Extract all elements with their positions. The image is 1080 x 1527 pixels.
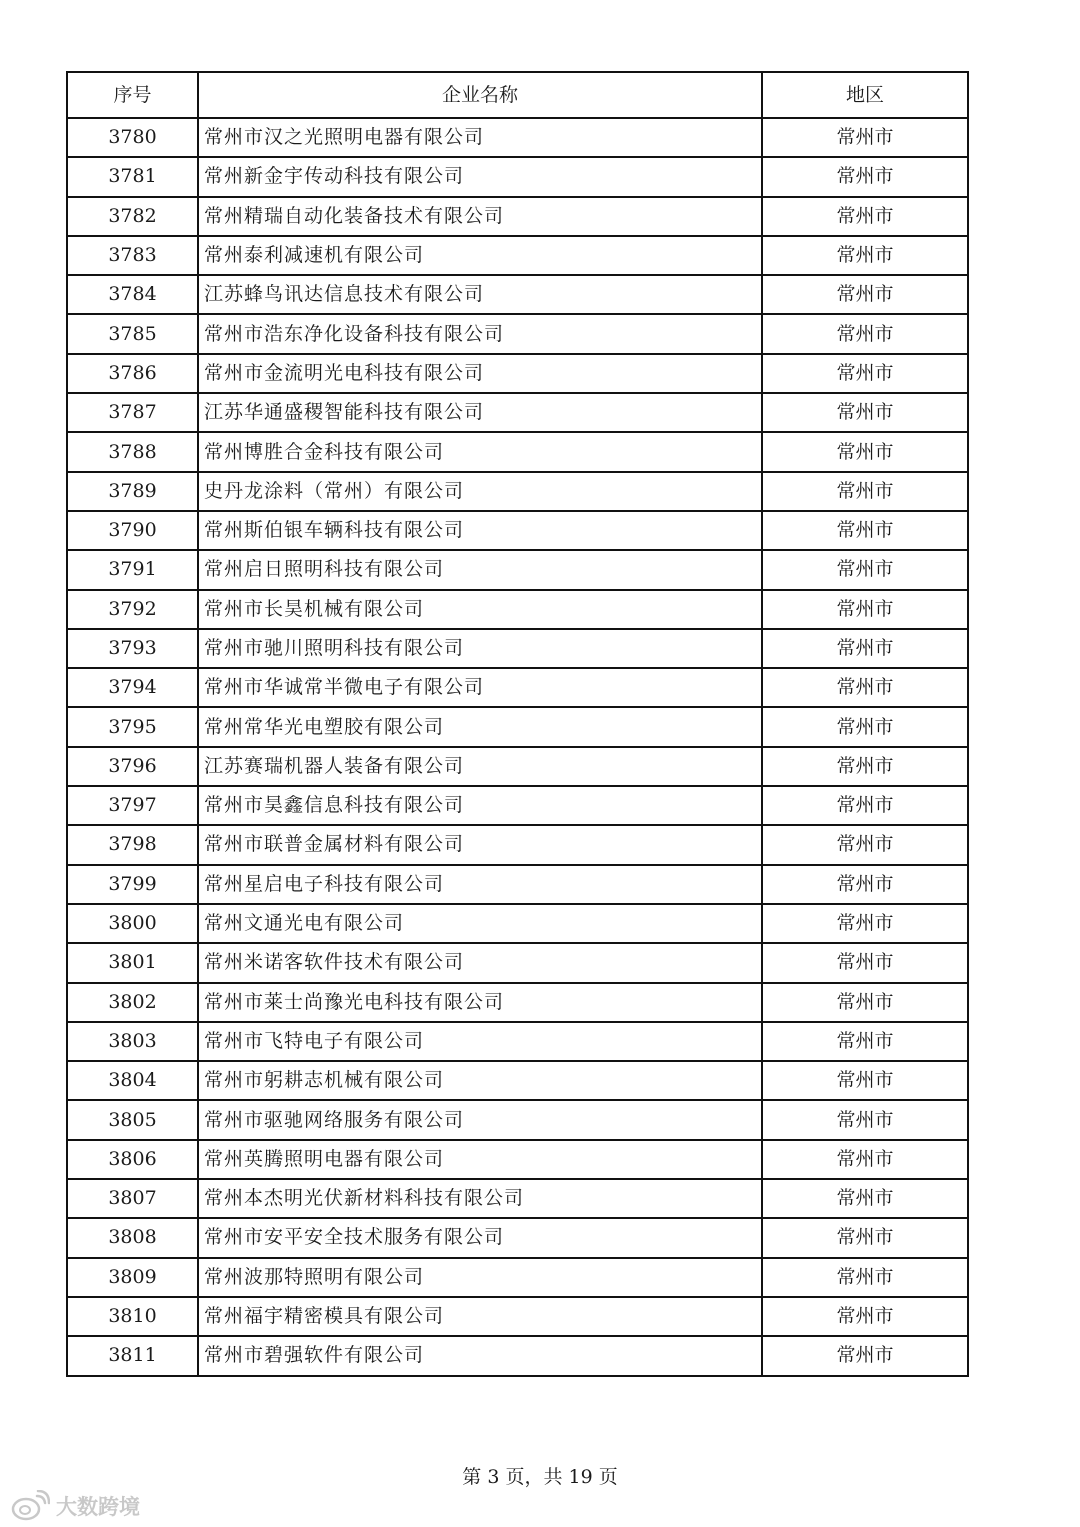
- table-row: [67, 118, 968, 157]
- table-header-row: [67, 72, 968, 118]
- row-serial-number: 3802: [67, 983, 198, 1022]
- row-company-name: 常州波那特照明有限公司: [198, 1258, 762, 1297]
- row-company-name: 常州市金流明光电科技有限公司: [198, 354, 762, 393]
- table-row: [67, 275, 968, 314]
- row-company-name: 常州市安平安全技术服务有限公司: [198, 1218, 762, 1257]
- header-company-name: 企业名称: [198, 72, 762, 118]
- row-serial-number: 3783: [67, 236, 198, 275]
- row-serial-number: 3794: [67, 668, 198, 707]
- company-table: [66, 71, 969, 1377]
- table-row: [67, 432, 968, 471]
- row-serial-number: 3788: [67, 432, 198, 471]
- row-serial-number: 3793: [67, 629, 198, 668]
- row-company-name: 常州市莱士尚豫光电科技有限公司: [198, 983, 762, 1022]
- table-row: [67, 1140, 968, 1179]
- row-serial-number: 3785: [67, 314, 198, 353]
- table-row: [67, 825, 968, 864]
- row-region: 常州市: [762, 472, 968, 511]
- weibo-logo-icon: [10, 1490, 50, 1522]
- header-serial-number: 序号: [67, 72, 198, 118]
- row-serial-number: 3808: [67, 1218, 198, 1257]
- table-row: [67, 197, 968, 236]
- table-row: [67, 1100, 968, 1139]
- row-region: 常州市: [762, 432, 968, 471]
- watermark: [10, 1490, 140, 1522]
- row-region: 常州市: [762, 786, 968, 825]
- table-row: [67, 590, 968, 629]
- table-row: [67, 236, 968, 275]
- row-region: 常州市: [762, 118, 968, 157]
- row-company-name: 常州市联普金属材料有限公司: [198, 825, 762, 864]
- row-company-name: 常州市飞特电子有限公司: [198, 1022, 762, 1061]
- row-company-name: 常州市汉之光照明电器有限公司: [198, 118, 762, 157]
- row-region: 常州市: [762, 511, 968, 550]
- row-serial-number: 3803: [67, 1022, 198, 1061]
- row-region: 常州市: [762, 825, 968, 864]
- row-serial-number: 3797: [67, 786, 198, 825]
- row-serial-number: 3792: [67, 590, 198, 629]
- row-company-name: 常州泰利减速机有限公司: [198, 236, 762, 275]
- row-region: 常州市: [762, 668, 968, 707]
- row-region: 常州市: [762, 197, 968, 236]
- table-row: [67, 1022, 968, 1061]
- header-region: 地区: [762, 72, 968, 118]
- row-company-name: 常州新金宇传动科技有限公司: [198, 157, 762, 196]
- watermark-text: 大数跨境: [56, 1495, 140, 1519]
- row-company-name: 常州市驰川照明科技有限公司: [198, 629, 762, 668]
- table-row: [67, 1336, 968, 1375]
- row-region: 常州市: [762, 393, 968, 432]
- row-serial-number: 3789: [67, 472, 198, 511]
- table-row: [67, 983, 968, 1022]
- row-company-name: 常州本杰明光伏新材料科技有限公司: [198, 1179, 762, 1218]
- row-serial-number: 3801: [67, 943, 198, 982]
- row-serial-number: 3784: [67, 275, 198, 314]
- row-region: 常州市: [762, 590, 968, 629]
- row-region: 常州市: [762, 314, 968, 353]
- row-region: 常州市: [762, 1061, 968, 1100]
- row-region: 常州市: [762, 747, 968, 786]
- row-serial-number: 3800: [67, 904, 198, 943]
- row-serial-number: 3782: [67, 197, 198, 236]
- row-serial-number: 3781: [67, 157, 198, 196]
- row-region: 常州市: [762, 1100, 968, 1139]
- row-serial-number: 3798: [67, 825, 198, 864]
- table-row: [67, 314, 968, 353]
- row-serial-number: 3799: [67, 865, 198, 904]
- table-row: [67, 511, 968, 550]
- table-row: [67, 1218, 968, 1257]
- row-company-name: 江苏蜂鸟讯达信息技术有限公司: [198, 275, 762, 314]
- row-serial-number: 3811: [67, 1336, 198, 1375]
- row-serial-number: 3780: [67, 118, 198, 157]
- table-row: [67, 865, 968, 904]
- row-region: 常州市: [762, 943, 968, 982]
- table-row: [67, 472, 968, 511]
- row-serial-number: 3809: [67, 1258, 198, 1297]
- row-company-name: 常州市昊鑫信息科技有限公司: [198, 786, 762, 825]
- table-row: [67, 707, 968, 746]
- row-region: 常州市: [762, 1258, 968, 1297]
- row-company-name: 常州精瑞自动化装备技术有限公司: [198, 197, 762, 236]
- table-row: [67, 747, 968, 786]
- page-number: 第 3 页，共 19 页: [462, 1466, 618, 1488]
- row-serial-number: 3795: [67, 707, 198, 746]
- row-region: 常州市: [762, 1179, 968, 1218]
- row-company-name: 常州米诺客软件技术有限公司: [198, 943, 762, 982]
- row-region: 常州市: [762, 275, 968, 314]
- row-company-name: 常州博胜合金科技有限公司: [198, 432, 762, 471]
- row-company-name: 常州常华光电塑胶有限公司: [198, 707, 762, 746]
- row-region: 常州市: [762, 1336, 968, 1375]
- table-row: [67, 1297, 968, 1336]
- row-region: 常州市: [762, 550, 968, 589]
- row-region: 常州市: [762, 1218, 968, 1257]
- row-region: 常州市: [762, 1297, 968, 1336]
- row-serial-number: 3787: [67, 393, 198, 432]
- table-row: [67, 393, 968, 432]
- row-region: 常州市: [762, 629, 968, 668]
- table-body: [67, 118, 968, 1376]
- table-row: [67, 1258, 968, 1297]
- table-row: [67, 629, 968, 668]
- row-serial-number: 3790: [67, 511, 198, 550]
- table-row: [67, 1179, 968, 1218]
- row-company-name: 常州福宇精密模具有限公司: [198, 1297, 762, 1336]
- row-company-name: 常州市华诚常半微电子有限公司: [198, 668, 762, 707]
- table-row: [67, 354, 968, 393]
- row-company-name: 常州文通光电有限公司: [198, 904, 762, 943]
- row-serial-number: 3807: [67, 1179, 198, 1218]
- row-company-name: 常州市躬耕志机械有限公司: [198, 1061, 762, 1100]
- row-region: 常州市: [762, 1022, 968, 1061]
- table-row: [67, 786, 968, 825]
- row-company-name: 常州启日照明科技有限公司: [198, 550, 762, 589]
- row-serial-number: 3804: [67, 1061, 198, 1100]
- row-region: 常州市: [762, 707, 968, 746]
- row-region: 常州市: [762, 236, 968, 275]
- row-company-name: 江苏华通盛稷智能科技有限公司: [198, 393, 762, 432]
- row-company-name: 常州星启电子科技有限公司: [198, 865, 762, 904]
- row-company-name: 常州市浩东净化设备科技有限公司: [198, 314, 762, 353]
- table-row: [67, 904, 968, 943]
- row-company-name: 常州斯伯银车辆科技有限公司: [198, 511, 762, 550]
- row-serial-number: 3810: [67, 1297, 198, 1336]
- row-company-name: 常州市碧强软件有限公司: [198, 1336, 762, 1375]
- row-company-name: 常州市驱驰网络服务有限公司: [198, 1100, 762, 1139]
- row-region: 常州市: [762, 1140, 968, 1179]
- row-company-name: 常州英腾照明电器有限公司: [198, 1140, 762, 1179]
- row-region: 常州市: [762, 157, 968, 196]
- row-company-name: 常州市长昊机械有限公司: [198, 590, 762, 629]
- row-serial-number: 3796: [67, 747, 198, 786]
- table-row: [67, 1061, 968, 1100]
- row-company-name: 史丹龙涂料（常州）有限公司: [198, 472, 762, 511]
- table-row: [67, 550, 968, 589]
- row-region: 常州市: [762, 904, 968, 943]
- row-serial-number: 3791: [67, 550, 198, 589]
- row-region: 常州市: [762, 865, 968, 904]
- row-serial-number: 3786: [67, 354, 198, 393]
- row-region: 常州市: [762, 354, 968, 393]
- table-row: [67, 943, 968, 982]
- row-company-name: 江苏赛瑞机器人装备有限公司: [198, 747, 762, 786]
- row-serial-number: 3806: [67, 1140, 198, 1179]
- table-row: [67, 157, 968, 196]
- row-serial-number: 3805: [67, 1100, 198, 1139]
- table-row: [67, 668, 968, 707]
- row-region: 常州市: [762, 983, 968, 1022]
